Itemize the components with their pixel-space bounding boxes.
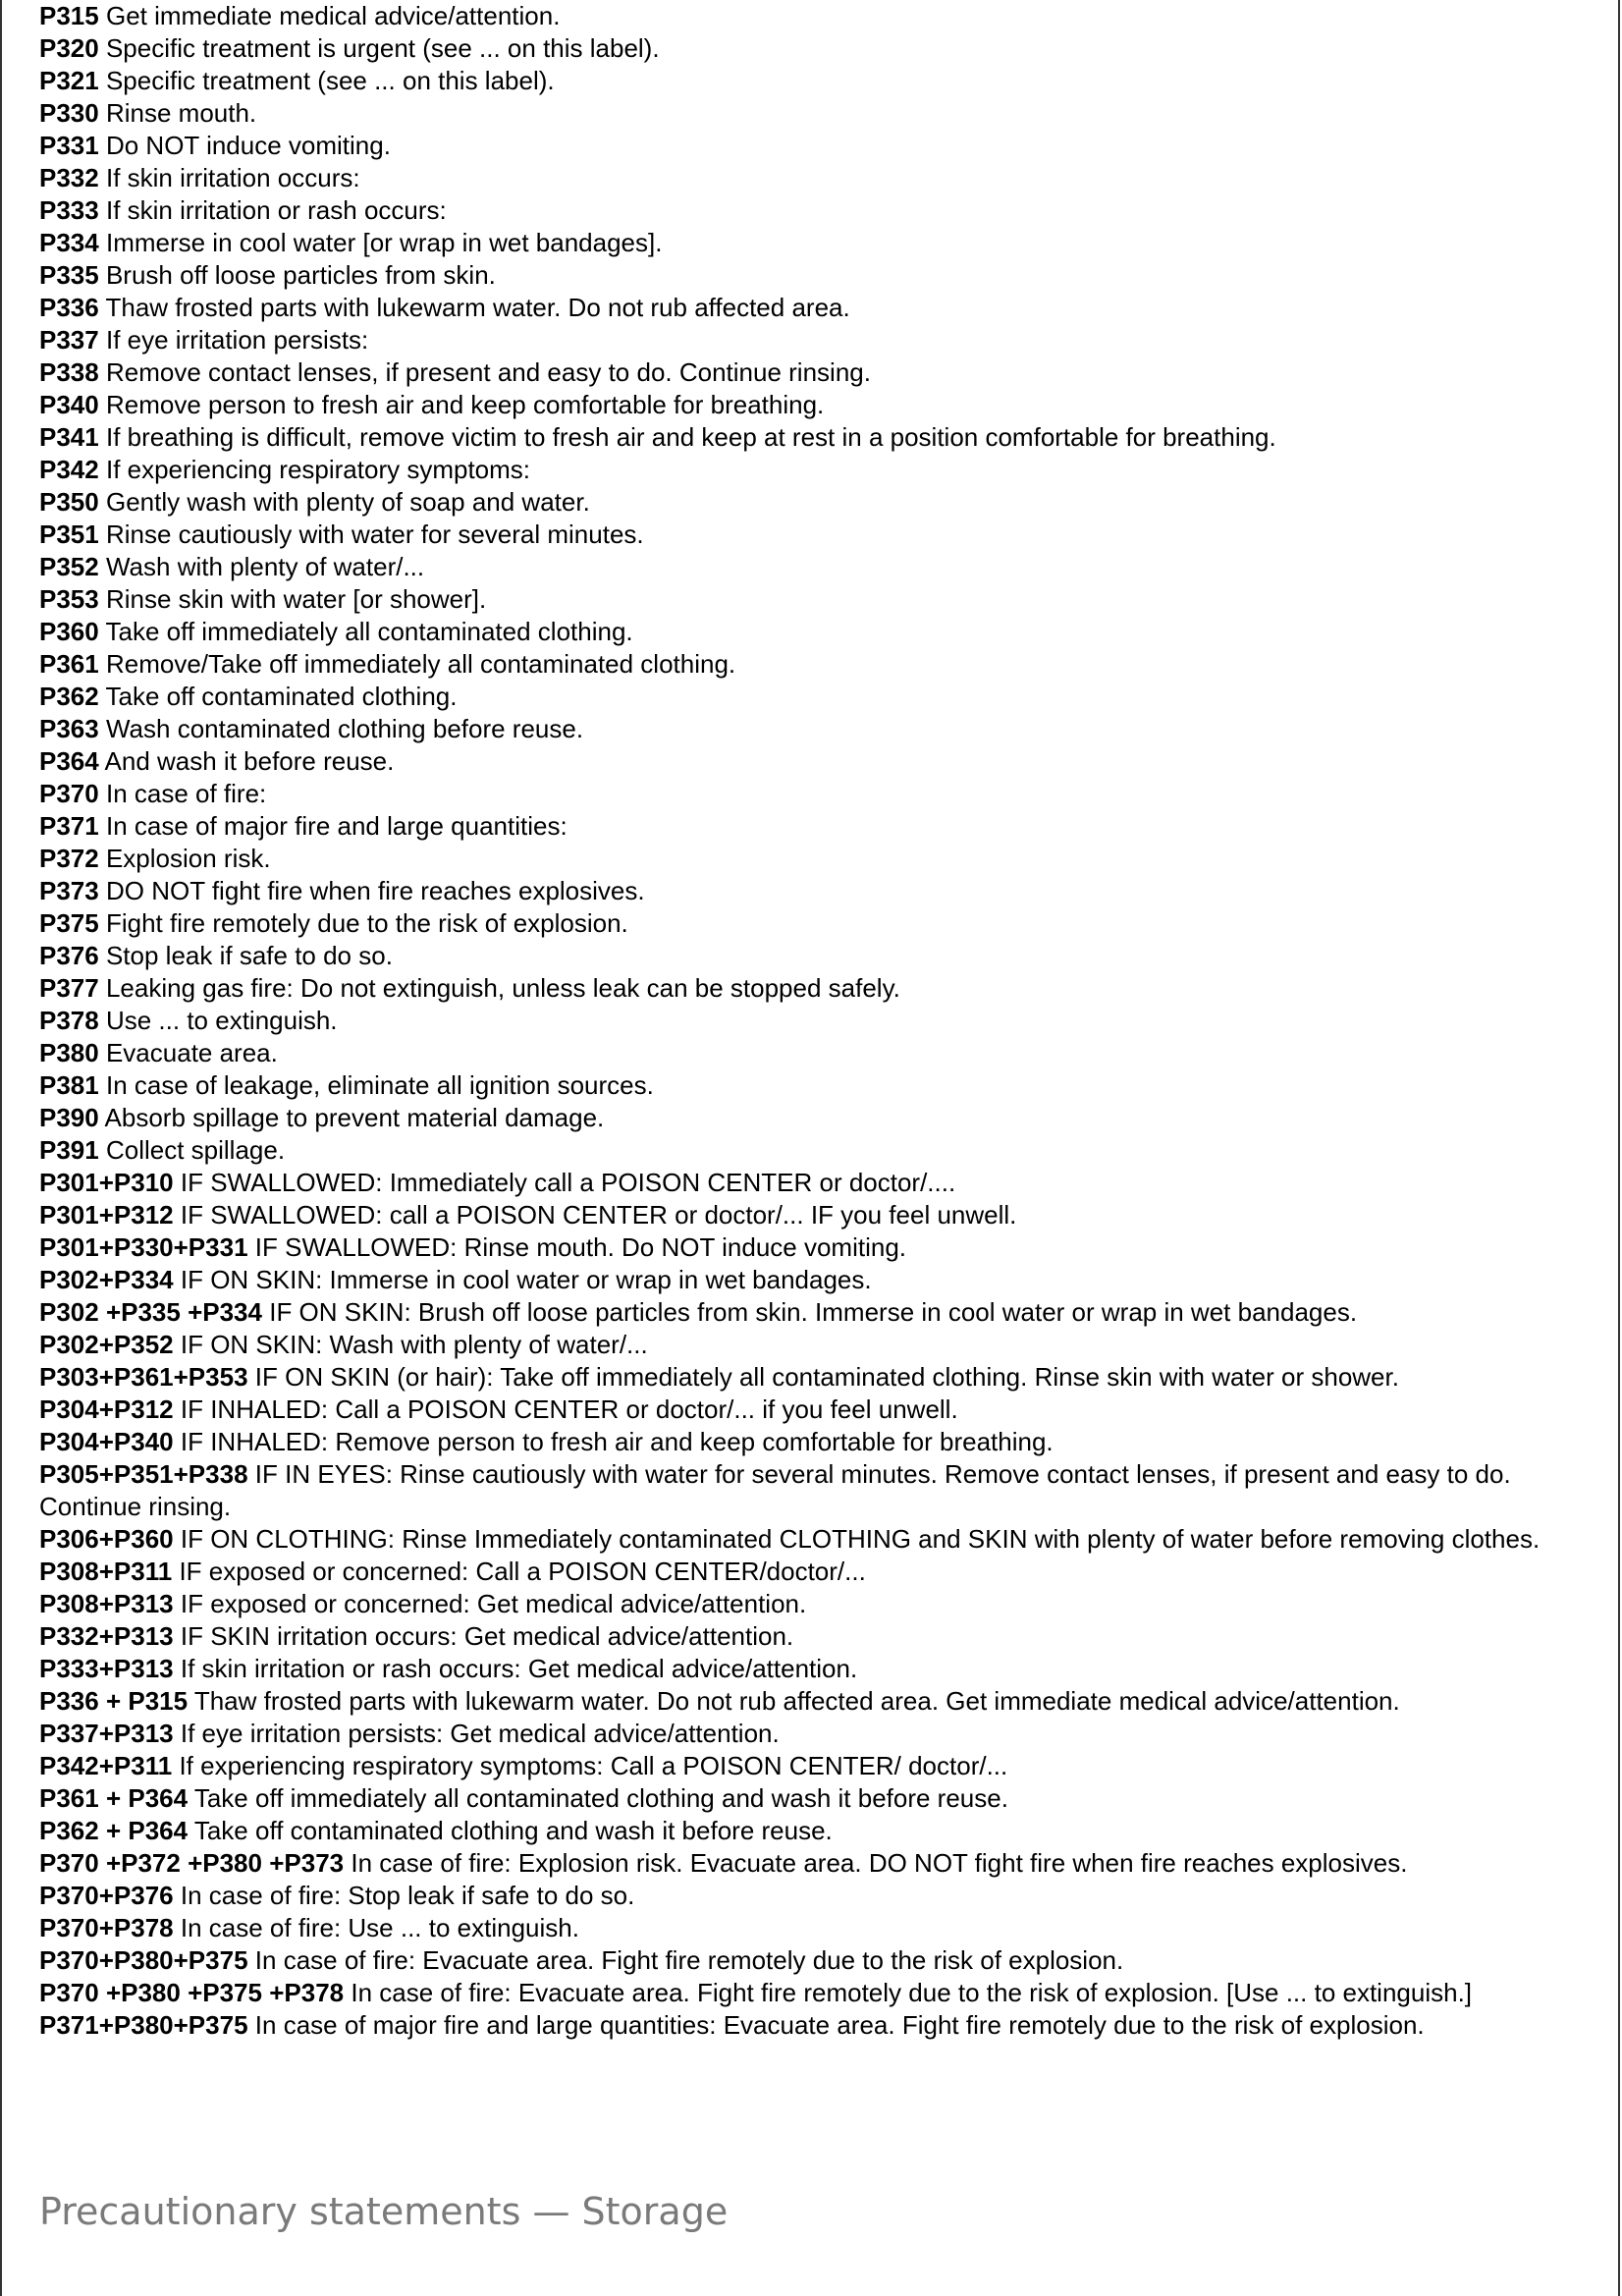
statement-code: P370+P376 [39, 1881, 174, 1910]
statement-row [39, 1394, 1610, 1426]
statement-code: P372 [39, 844, 99, 873]
statement-code: P336 [39, 293, 99, 322]
statement-text: If eye irritation persists: Get medical advice/attention. [180, 1719, 780, 1748]
statement-row [39, 1977, 1610, 2009]
statement-row [39, 1944, 1610, 1977]
statement-text: If skin irritation occurs: [105, 163, 360, 192]
statement-row [39, 1458, 1610, 1523]
statement-text: IF SWALLOWED: call a POISON CENTER or doctor/... IF you feel unwell. [180, 1200, 1017, 1230]
statement-code: P337 [39, 325, 99, 355]
statement-text: Take off contaminated clothing. [105, 682, 458, 711]
statement-row [39, 227, 1610, 259]
statement-row [39, 356, 1610, 389]
statement-row [39, 2009, 1610, 2042]
statement-code: P335 [39, 260, 99, 290]
statement-code: P304+P312 [39, 1394, 174, 1424]
statement-row [39, 486, 1610, 519]
statement-text: IF IN EYES: Rinse cautiously with water for several minutes. Remove contact lenses, if present and easy to do. Continue rinsing. [39, 1459, 1511, 1521]
statement-text: In case of fire: Use ... to extinguish. [180, 1913, 579, 1942]
statement-text: Rinse mouth. [105, 98, 257, 128]
statement-row [39, 1329, 1610, 1361]
statement-code: P333+P313 [39, 1654, 174, 1683]
statement-code: P320 [39, 33, 99, 63]
statement-code: P301+P312 [39, 1200, 174, 1230]
statement-code: P375 [39, 908, 99, 938]
statement-text: IF INHALED: Remove person to fresh air and keep comfortable for breathing. [180, 1427, 1054, 1456]
statement-code: P342+P311 [39, 1751, 173, 1780]
statement-code: P370 [39, 779, 99, 808]
statement-text: Explosion risk. [105, 844, 271, 873]
statement-text: If experiencing respiratory symptoms: Call a POISON CENTER/ doctor/... [179, 1751, 1008, 1780]
statement-text: IF ON SKIN: Immerse in cool water or wrap in wet bandages. [180, 1265, 872, 1294]
statement-row [39, 1847, 1610, 1880]
statement-row [39, 1231, 1610, 1264]
statement-row [39, 648, 1610, 681]
statement-row [39, 65, 1610, 97]
statement-row [39, 1102, 1610, 1134]
statement-row [39, 1199, 1610, 1231]
statement-text: Rinse cautiously with water for several minutes. [105, 519, 644, 549]
statement-code: P338 [39, 357, 99, 387]
statement-text: IF ON SKIN: Wash with plenty of water/... [180, 1330, 648, 1359]
statement-code: P350 [39, 487, 99, 517]
statement-text: DO NOT fight fire when fire reaches explosives. [105, 876, 645, 905]
statement-row [39, 907, 1610, 940]
statement-row [39, 681, 1610, 713]
statement-text: Stop leak if safe to do so. [105, 941, 393, 970]
statement-text: IF ON CLOTHING: Rinse Immediately contaminated CLOTHING and SKIN with plenty of water before removing clothes. [180, 1524, 1541, 1554]
statement-text: Take off immediately all contaminated clothing. [105, 617, 633, 646]
statement-text: And wash it before reuse. [104, 746, 395, 776]
statement-row [39, 1815, 1610, 1847]
statement-text: In case of fire: Explosion risk. Evacuate area. DO NOT fight fire when fire reaches explosives. [351, 1848, 1408, 1878]
statement-code: P332+P313 [39, 1621, 174, 1651]
statement-row [39, 616, 1610, 648]
statement-code: P370+P380+P375 [39, 1945, 248, 1975]
statement-row [39, 1361, 1610, 1394]
statement-row [39, 1134, 1610, 1167]
statement-row [39, 162, 1610, 194]
statement-row [39, 1426, 1610, 1458]
statement-text: Wash with plenty of water/... [105, 552, 425, 581]
section-heading: Precautionary statements — Storage [39, 2190, 729, 2233]
statement-code: P362 [39, 682, 99, 711]
statement-text: Absorb spillage to prevent material damage. [104, 1103, 605, 1132]
statement-code: P371+P380+P375 [39, 2010, 248, 2040]
statement-code: P342 [39, 455, 99, 484]
statement-code: P373 [39, 876, 99, 905]
statement-row [39, 843, 1610, 875]
statement-row [39, 1296, 1610, 1329]
statement-row [39, 1620, 1610, 1653]
statement-text: IF exposed or concerned: Get medical advice/attention. [180, 1589, 807, 1618]
statement-code: P391 [39, 1135, 99, 1165]
statement-text: In case of fire: Evacuate area. Fight fire remotely due to the risk of explosion. [254, 1945, 1124, 1975]
statement-code: P303+P361+P353 [39, 1362, 248, 1392]
statement-row [39, 130, 1610, 162]
statement-text: IF SWALLOWED: Immediately call a POISON CENTER or doctor/.... [180, 1168, 956, 1197]
statement-code: P330 [39, 98, 99, 128]
statement-row [39, 1685, 1610, 1718]
statement-row [39, 810, 1610, 843]
statement-code: P352 [39, 552, 99, 581]
statement-text: Evacuate area. [105, 1038, 278, 1067]
statement-text: Immerse in cool water [or wrap in wet bandages]. [105, 228, 663, 257]
statement-code: P370 +P372 +P380 +P373 [39, 1848, 345, 1878]
statement-text: Remove contact lenses, if present and easy to do. Continue rinsing. [105, 357, 871, 387]
statement-text: Brush off loose particles from skin. [105, 260, 496, 290]
statement-text: In case of fire: Evacuate area. Fight fire remotely due to the risk of explosion. [Use ... to extinguish.] [351, 1978, 1473, 2007]
statement-text: In case of fire: Stop leak if safe to do so. [180, 1881, 635, 1910]
statement-code: P340 [39, 390, 99, 419]
statement-text: In case of leakage, eliminate all ignition sources. [105, 1070, 654, 1100]
statement-code: P353 [39, 584, 99, 614]
statement-text: Rinse skin with water [or shower]. [105, 584, 487, 614]
statement-text: Gently wash with plenty of soap and water. [105, 487, 590, 517]
statement-text: If skin irritation or rash occurs: [105, 195, 447, 225]
statement-row [39, 194, 1610, 227]
statement-code: P362 + P364 [39, 1816, 189, 1845]
statement-text: Take off immediately all contaminated clothing and wash it before reuse. [193, 1783, 1008, 1813]
statement-row [39, 1005, 1610, 1037]
statement-code: P302+P334 [39, 1265, 174, 1294]
statement-code: P301+P330+P331 [39, 1232, 248, 1262]
statement-code: P302 +P335 +P334 [39, 1297, 262, 1327]
statement-row [39, 1880, 1610, 1912]
statement-text: If breathing is difficult, remove victim to fresh air and keep at rest in a position comfortable for breathing. [105, 422, 1276, 452]
statement-row [39, 1653, 1610, 1685]
statement-text: Collect spillage. [105, 1135, 286, 1165]
statement-row [39, 324, 1610, 356]
statement-row [39, 583, 1610, 616]
statement-code: P315 [39, 1, 99, 30]
statement-row [39, 1782, 1610, 1815]
statement-code: P380 [39, 1038, 99, 1067]
statement-code: P332 [39, 163, 99, 192]
statement-row [39, 292, 1610, 324]
statement-code: P336 + P315 [39, 1686, 189, 1716]
statement-text: Specific treatment is urgent (see ... on this label). [105, 33, 660, 63]
statement-code: P364 [39, 746, 99, 776]
statement-row [39, 713, 1610, 745]
statement-row [39, 972, 1610, 1005]
statement-text: If eye irritation persists: [105, 325, 369, 355]
statement-row [39, 1718, 1610, 1750]
statement-code: P341 [39, 422, 99, 452]
statement-text: IF exposed or concerned: Call a POISON CENTER/doctor/... [179, 1557, 866, 1586]
statement-text: Leaking gas fire: Do not extinguish, unless leak can be stopped safely. [105, 973, 900, 1003]
statement-code: P361 + P364 [39, 1783, 189, 1813]
statement-row [39, 1556, 1610, 1588]
statement-code: P370 +P380 +P375 +P378 [39, 1978, 345, 2007]
statement-list [39, 0, 1610, 2042]
statement-text: Thaw frosted parts with lukewarm water. Do not rub affected area. Get immediate medical advice/attention. [193, 1686, 1400, 1716]
statement-row [39, 778, 1610, 810]
statement-row [39, 940, 1610, 972]
statement-row [39, 1588, 1610, 1620]
statement-row [39, 1167, 1610, 1199]
statement-code: P308+P311 [39, 1557, 173, 1586]
statement-text: IF INHALED: Call a POISON CENTER or doctor/... if you feel unwell. [180, 1394, 958, 1424]
statement-text: Specific treatment (see ... on this label). [105, 66, 555, 95]
statement-code: P370+P378 [39, 1913, 174, 1942]
statement-text: IF SKIN irritation occurs: Get medical advice/attention. [180, 1621, 794, 1651]
statement-row [39, 421, 1610, 454]
statement-row [39, 0, 1610, 32]
statement-code: P377 [39, 973, 99, 1003]
statement-text: If skin irritation or rash occurs: Get medical advice/attention. [180, 1654, 858, 1683]
statement-code: P371 [39, 811, 99, 841]
statement-row [39, 259, 1610, 292]
statement-code: P360 [39, 617, 99, 646]
statement-code: P363 [39, 714, 99, 743]
statement-row [39, 97, 1610, 130]
statement-row [39, 1069, 1610, 1102]
statement-text: Do NOT induce vomiting. [105, 131, 391, 160]
statement-row [39, 1037, 1610, 1069]
statement-code: P361 [39, 649, 99, 679]
statement-row [39, 1750, 1610, 1782]
statement-text: If experiencing respiratory symptoms: [105, 455, 531, 484]
statement-code: P308+P313 [39, 1589, 174, 1618]
statement-code: P334 [39, 228, 99, 257]
statement-text: IF SWALLOWED: Rinse mouth. Do NOT induce vomiting. [254, 1232, 906, 1262]
statement-text: In case of major fire and large quantities: [105, 811, 568, 841]
statement-code: P390 [39, 1103, 99, 1132]
statement-code: P381 [39, 1070, 99, 1100]
statement-row [39, 745, 1610, 778]
statement-code: P302+P352 [39, 1330, 174, 1359]
statement-code: P301+P310 [39, 1168, 174, 1197]
statement-row [39, 1523, 1610, 1556]
statement-row [39, 551, 1610, 583]
statement-text: Fight fire remotely due to the risk of explosion. [105, 908, 628, 938]
statement-code: P337+P313 [39, 1719, 174, 1748]
statement-text: IF ON SKIN (or hair): Take off immediately all contaminated clothing. Rinse skin with water or shower. [254, 1362, 1399, 1392]
statement-text: In case of major fire and large quantities: Evacuate area. Fight fire remotely due to the risk of explosion. [254, 2010, 1425, 2040]
statement-text: Use ... to extinguish. [105, 1006, 338, 1035]
statement-code: P333 [39, 195, 99, 225]
statement-text: Wash contaminated clothing before reuse. [105, 714, 584, 743]
statement-row [39, 32, 1610, 65]
statement-row [39, 1264, 1610, 1296]
statement-row [39, 389, 1610, 421]
statement-text: Get immediate medical advice/attention. [105, 1, 561, 30]
statement-code: P378 [39, 1006, 99, 1035]
statement-text: In case of fire: [105, 779, 267, 808]
statement-text: Remove person to fresh air and keep comfortable for breathing. [105, 390, 825, 419]
statement-code: P331 [39, 131, 99, 160]
statement-text: Take off contaminated clothing and wash it before reuse. [193, 1816, 833, 1845]
statement-code: P305+P351+P338 [39, 1459, 248, 1489]
statement-text: Thaw frosted parts with lukewarm water. Do not rub affected area. [105, 293, 850, 322]
statement-row [39, 875, 1610, 907]
statement-text: IF ON SKIN: Brush off loose particles from skin. Immerse in cool water or wrap in wet bandages. [269, 1297, 1358, 1327]
statement-row [39, 454, 1610, 486]
statement-row [39, 519, 1610, 551]
statement-code: P304+P340 [39, 1427, 174, 1456]
statement-code: P306+P360 [39, 1524, 174, 1554]
statement-text: Remove/Take off immediately all contaminated clothing. [105, 649, 736, 679]
statement-code: P321 [39, 66, 99, 95]
statement-row [39, 1912, 1610, 1944]
statement-code: P351 [39, 519, 99, 549]
statement-code: P376 [39, 941, 99, 970]
